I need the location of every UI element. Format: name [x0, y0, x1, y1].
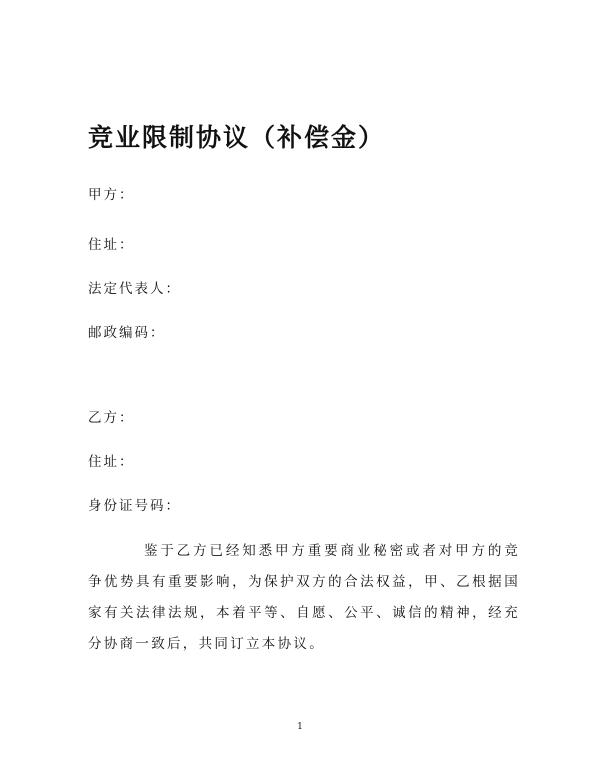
legal-representative-label: 法定代表人：: [88, 281, 181, 297]
document-title: 竞业限制协议（补偿金）: [88, 123, 386, 152]
party-b-address-label: 住址：: [88, 454, 135, 470]
party-a-address-label: 住址：: [88, 237, 135, 253]
party-b-label: 乙方：: [88, 410, 135, 426]
postal-code-label: 邮政编码：: [88, 325, 166, 341]
preamble-paragraph: 鉴于乙方已经知悉甲方重要商业秘密或者对甲方的竞争优势具有重要影响，为保护双方的合法权益，甲、乙根据国家有关法律法规，本着平等、自愿、公平、诚信的精神，经充分协商一致后，共同订立本协议。: [88, 543, 520, 652]
page-number: 1: [297, 722, 303, 732]
id-number-label: 身份证号码：: [88, 498, 181, 514]
party-a-label: 甲方：: [88, 187, 135, 203]
